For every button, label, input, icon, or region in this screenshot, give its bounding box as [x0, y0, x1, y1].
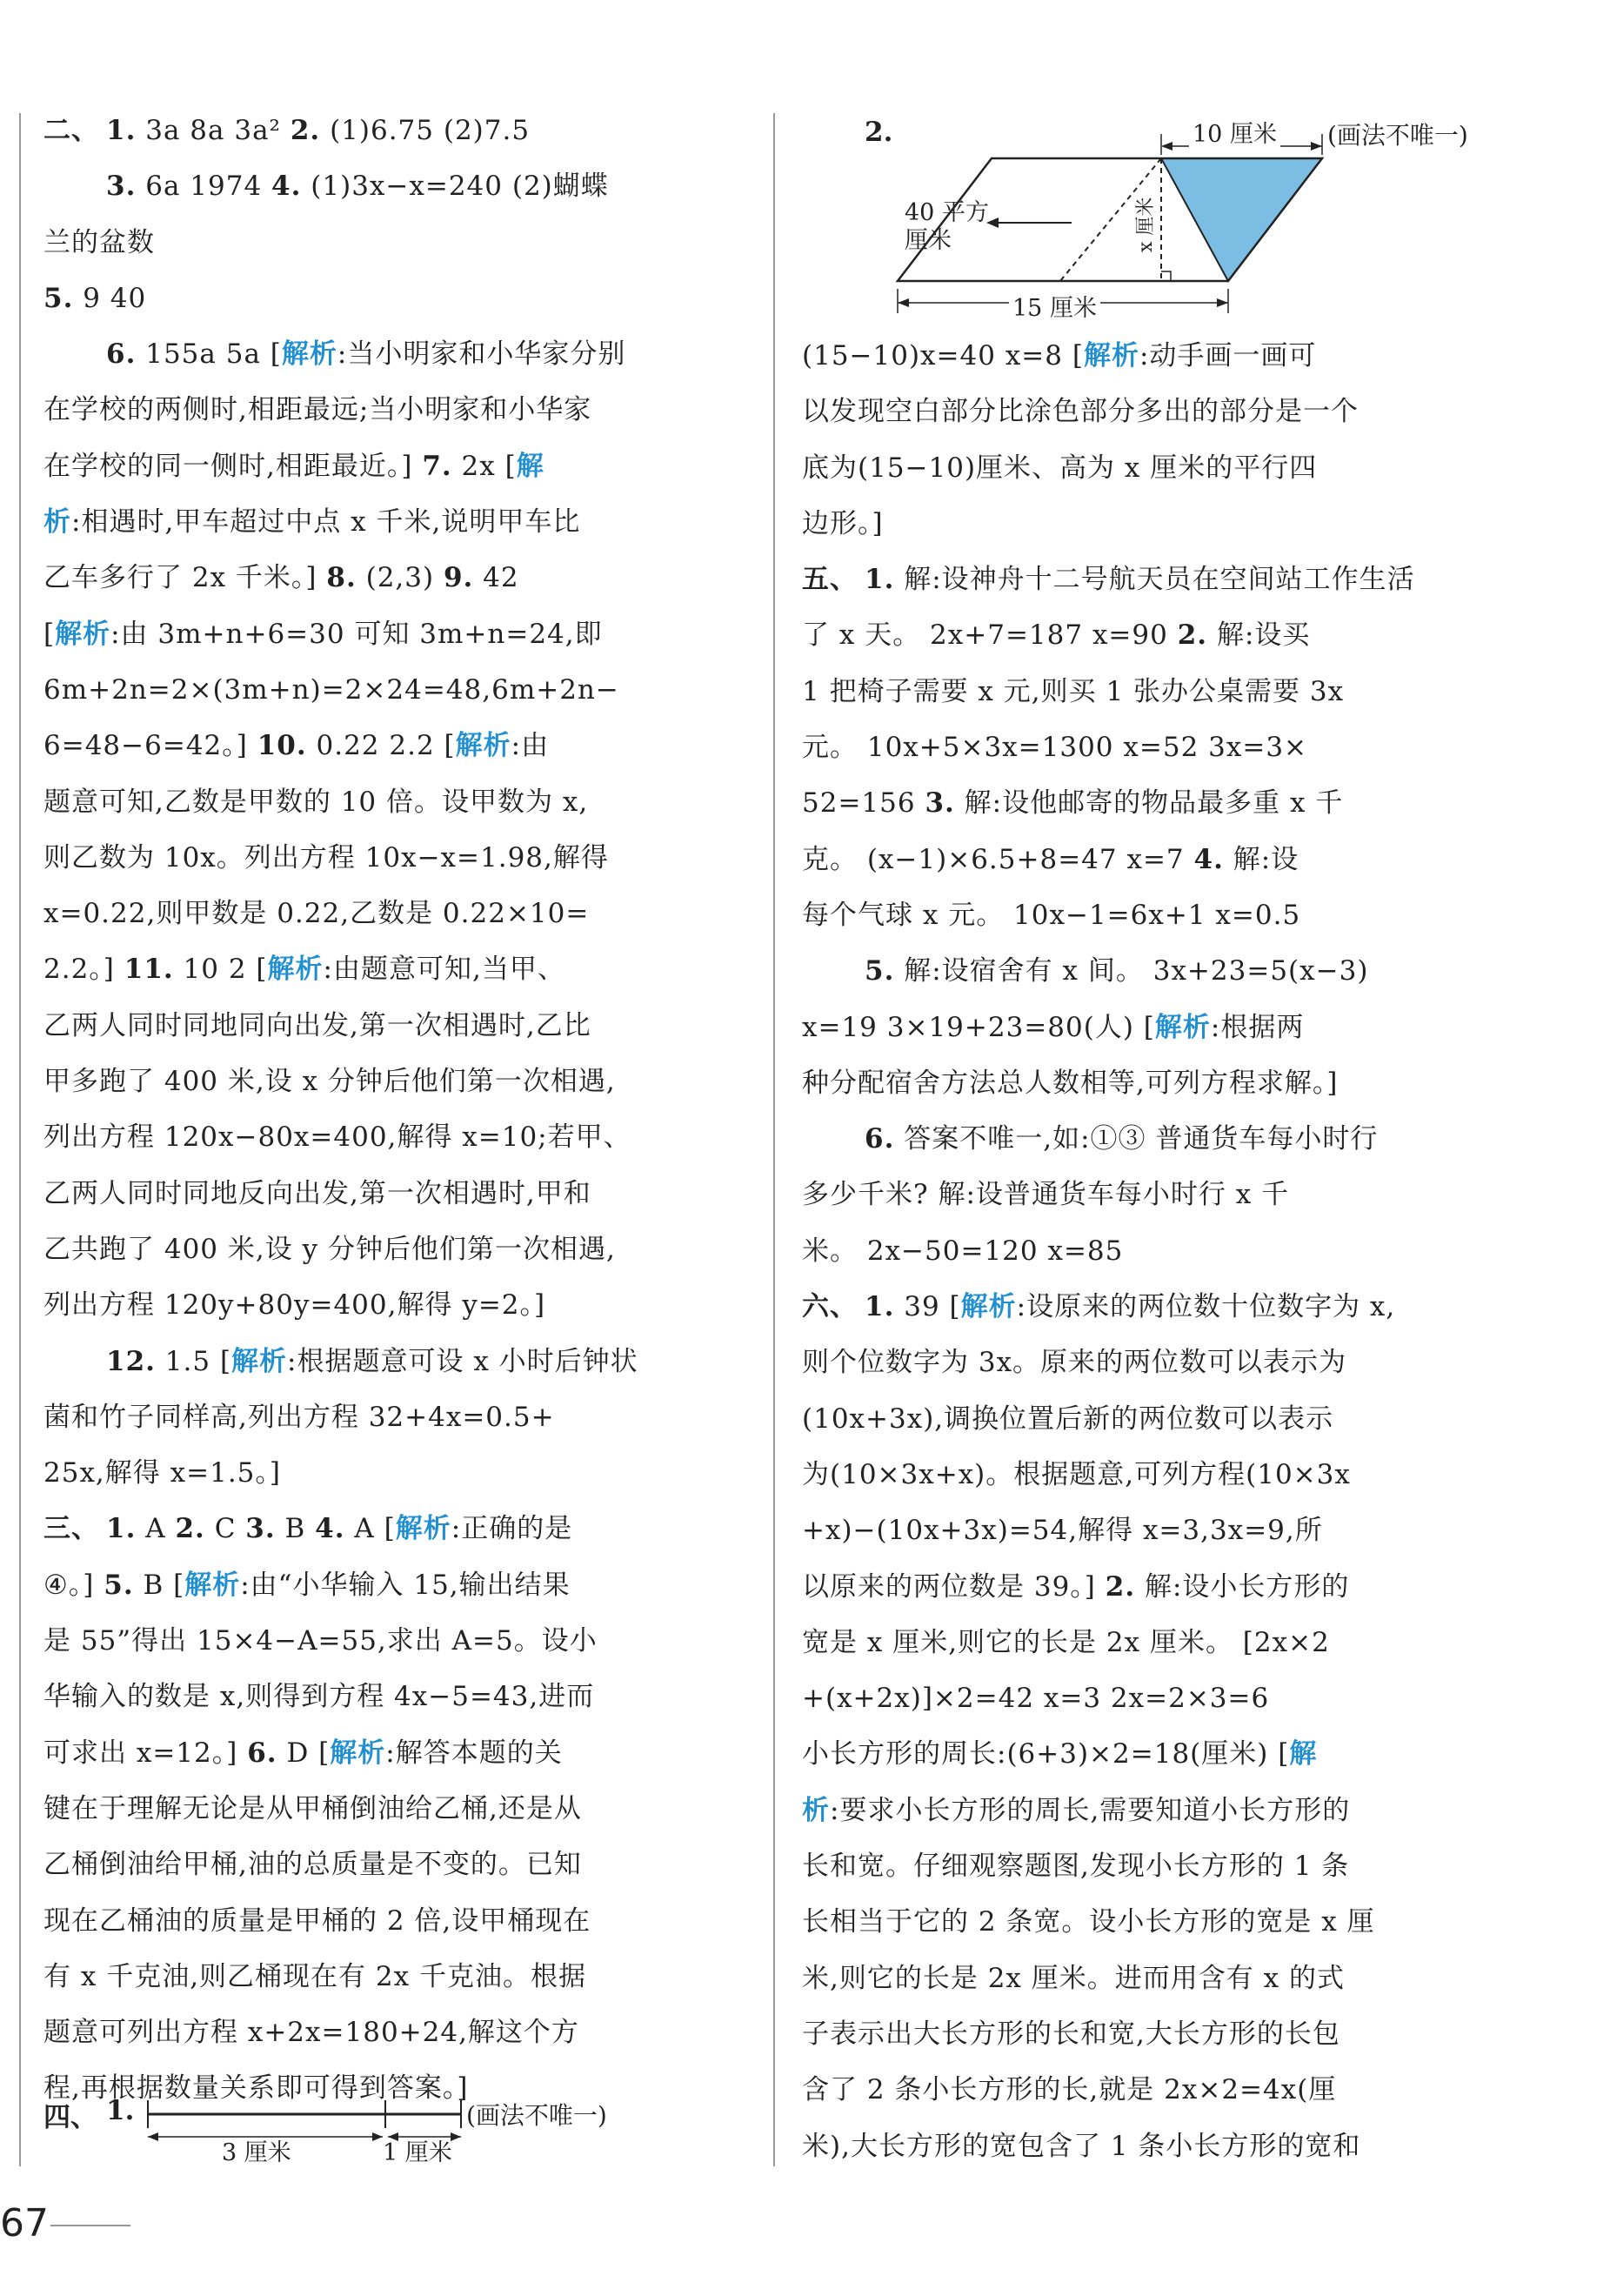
answer-text: 39 [	[894, 1291, 961, 1323]
answer-text: 了 x 天。 2x+7=187 x=90	[802, 619, 1178, 652]
question-number: 2.	[1105, 1570, 1136, 1603]
answer-text: 2.2。]	[43, 954, 124, 986]
answer-line: 是 55”得出 15×4−A=55,求出 A=5。设小	[43, 1625, 598, 1657]
answer-text: B	[275, 1513, 316, 1545]
answer-line: 米。 2x−50=120 x=85	[802, 1235, 1124, 1267]
area-label-line1: 40 平方	[905, 199, 989, 226]
answer-line: 乙桶倒油给甲桶,油的总质量是不变的。已知	[43, 1849, 582, 1881]
answer-text: D [	[277, 1737, 331, 1769]
answer-text: 在学校的同一侧时,相距最近。]	[43, 450, 423, 482]
answer-text: :根据两	[1210, 1011, 1305, 1043]
question-number: 2.	[175, 1513, 205, 1545]
answer-line: 兰的盆数	[43, 226, 155, 258]
answer-line: 含了 2 条小长方形的长,就是 2x×2=4x(厘	[802, 2074, 1337, 2106]
answer-line: 米),大长方形的宽包含了 1 条小长方形的宽和	[802, 2130, 1361, 2162]
answer-text: :动手画一画可	[1139, 340, 1317, 372]
question-number: 10.	[257, 730, 307, 762]
answer-text: :正确的是	[451, 1513, 573, 1545]
answer-line: 甲多跑了 400 米,设 x 分钟后他们第一次相遇,	[43, 1066, 616, 1098]
answer-line	[802, 832, 1498, 887]
answer-line: 边形。]	[802, 507, 884, 539]
answer-line: 宽是 x 厘米,则它的长是 2x 厘米。 [2x×2	[802, 1626, 1330, 1658]
answer-text: (1)6.75 (2)7.5	[320, 115, 531, 146]
answer-text: [	[43, 618, 56, 650]
answer-line	[802, 1783, 1498, 1838]
q4-1-note: (画法不唯一)	[466, 2101, 607, 2130]
answer-line: 种分配宿舍方法总人数相等,可列方程求解。]	[802, 1067, 1339, 1099]
answer-text: 克。 (x−1)×6.5+8=47 x=7	[802, 843, 1194, 875]
answer-text: 小长方形的周长:(6+3)×2=18(厘米) [	[802, 1738, 1290, 1771]
answer-line: 底为(15−10)厘米、高为 x 厘米的平行四	[802, 452, 1318, 484]
question-number: 1.	[106, 115, 137, 146]
analysis-tag: 析	[802, 1794, 830, 1826]
answer-line: 子表示出大长方形的长和宽,大长方形的长包	[802, 2018, 1340, 2050]
answer-line: 则个位数字为 3x。原来的两位数可以表示为	[802, 1347, 1347, 1379]
question-number: 5.	[104, 1569, 134, 1601]
answer-line	[802, 943, 1498, 999]
question-number: 3.	[245, 1513, 276, 1545]
answer-text: 解:设他邮寄的物品最多重 x 千	[954, 787, 1344, 820]
answer-line: 乙两人同时同地反向出发,第一次相遇时,甲和	[43, 1177, 591, 1209]
answer-text: :根据题意可设 x 小时后钟状	[287, 1345, 638, 1377]
answer-line: 列出方程 120x−80x=400,解得 x=10;若甲、	[43, 1121, 631, 1154]
q4-1-number: 1.	[106, 2095, 135, 2126]
answer-text: 6a 1974	[136, 171, 272, 203]
analysis-tag: 解析	[960, 1291, 1017, 1323]
answer-line: 键在于理解无论是从甲桶倒油给乙桶,还是从	[43, 1792, 582, 1824]
bottom-length-label: 15 厘米	[1009, 289, 1100, 323]
section-number: 三、	[43, 1513, 99, 1545]
answer-text: 0.22 2.2 [	[306, 730, 456, 762]
answer-line: 现在乙桶油的质量是甲桶的 2 倍,设甲桶现在	[43, 1904, 591, 1937]
column-divider	[773, 113, 775, 2166]
answer-line	[802, 328, 1498, 384]
q4-1-section: 四、	[43, 2102, 97, 2133]
answer-text: 解:设神舟十二号航天员在空间站工作生活	[894, 564, 1415, 596]
q4-2-block	[802, 104, 1550, 322]
answer-text: A [	[344, 1513, 396, 1545]
answer-line: 乙共跑了 400 米,设 y 分钟后他们第一次相遇,	[43, 1233, 616, 1265]
answer-text: 解:设宿舍有 x 间。 3x+23=5(x−3)	[894, 955, 1369, 987]
answer-text: :要求小长方形的周长,需要知道小长方形的	[830, 1794, 1351, 1826]
answer-text: 解:设买	[1207, 619, 1311, 652]
analysis-tag: 解析	[267, 954, 324, 986]
answer-text: 3a 8a 3a²	[136, 115, 291, 146]
answer-line: 每个气球 x 元。 10x−1=6x+1 x=0.5	[802, 899, 1301, 931]
answer-line	[43, 718, 739, 773]
analysis-tag: 解析	[1154, 1011, 1211, 1043]
answer-line: 为(10×3x+x)。根据题意,可列方程(10×3x	[802, 1458, 1351, 1490]
answer-line: 则乙数为 10x。列出方程 10x−x=1.98,解得	[43, 841, 609, 874]
answer-line: x=0.22,则甲数是 0.22,乙数是 0.22×10=	[43, 898, 590, 930]
section-number: 六、	[802, 1291, 858, 1323]
answer-line	[802, 1726, 1498, 1782]
answer-line: 程,再根据数量关系即可得到答案。]	[43, 2072, 469, 2105]
answer-line	[802, 1111, 1498, 1167]
answer-text: :解答本题的关	[385, 1737, 563, 1769]
answer-line	[43, 1557, 739, 1613]
height-label: x 厘米	[1135, 197, 1157, 252]
answer-text: :当小明家和小华家分别	[337, 338, 626, 371]
answer-text: :由 3m+n+6=30 可知 3m+n=24,即	[110, 618, 603, 650]
answer-text: 解:设小长方形的	[1135, 1570, 1350, 1603]
question-number: 3.	[925, 787, 955, 820]
answer-text: C	[204, 1513, 246, 1545]
answer-line: 25x,解得 x=1.5。]	[43, 1457, 281, 1489]
question-number: 6.	[865, 1123, 895, 1155]
analysis-tag: 解析	[231, 1345, 288, 1377]
question-number: 6.	[247, 1737, 277, 1769]
answer-line	[802, 1559, 1498, 1615]
answer-line	[43, 550, 739, 606]
answer-line	[43, 494, 739, 550]
question-number: 11.	[124, 954, 174, 986]
answer-text: 1.5 [	[155, 1345, 232, 1377]
answer-line	[802, 1000, 1498, 1055]
question-number: 8.	[326, 562, 357, 594]
question-number: 7.	[422, 450, 452, 482]
answer-text: 155a 5a [	[136, 338, 282, 371]
answer-line: 1 把椅子需要 x 元,则买 1 张办公桌需要 3x	[802, 675, 1345, 707]
question-number: 4.	[315, 1513, 345, 1545]
answer-text: 42	[473, 562, 519, 594]
right-column	[802, 328, 1498, 2174]
answer-line: 华输入的数是 x,则得到方程 4x−5=43,进而	[43, 1681, 595, 1713]
answer-line	[43, 1501, 739, 1556]
top-length-label: 10 厘米	[1189, 115, 1280, 149]
answer-line: 列出方程 120y+80y=400,解得 y=2。]	[43, 1289, 546, 1322]
analysis-tag: 解析	[184, 1569, 241, 1601]
answer-line: 题意可知,乙数是甲数的 10 倍。设甲数为 x,	[43, 786, 589, 818]
answer-text: A	[136, 1513, 176, 1545]
segment-label-3cm: 3 厘米	[222, 2139, 291, 2166]
answer-text: :由题意可知,当甲、	[323, 954, 565, 986]
analysis-tag: 解析	[281, 338, 337, 371]
answer-line	[43, 438, 739, 494]
segment-label-1cm: 1 厘米	[383, 2139, 452, 2166]
answer-line: 元。 10x+5×3x=1300 x=52 3x=3×	[802, 732, 1308, 764]
question-number: 4.	[271, 171, 302, 203]
answer-text: 解:设	[1223, 843, 1299, 875]
analysis-tag: 解	[516, 450, 544, 482]
question-number: 1.	[865, 564, 895, 596]
answer-line: (10x+3x),调换位置后新的两位数可以表示	[802, 1402, 1334, 1435]
answer-text: 答案不唯一,如:①③ 普通货车每小时行	[894, 1123, 1379, 1155]
q4-1-block	[43, 2088, 757, 2166]
question-number: 2.	[1177, 619, 1208, 652]
answer-text: 可求出 x=12。]	[43, 1737, 248, 1769]
analysis-tag: 解析	[395, 1513, 451, 1545]
answer-line	[43, 606, 739, 662]
left-margin-rule	[19, 113, 21, 2166]
answer-line	[802, 1670, 1498, 1726]
answer-text: (2,3)	[356, 562, 444, 594]
answer-line	[43, 103, 739, 158]
answer-text: :设原来的两位数十位数字为 x,	[1016, 1291, 1396, 1323]
answer-line: 有 x 千克油,则乙桶现在有 2x 千克油。根据	[43, 1960, 586, 1992]
answer-text: 9 40	[73, 282, 147, 314]
answer-text: x=19 3×19+23=80(人) [	[802, 1011, 1155, 1043]
answer-text: ④。]	[43, 1569, 104, 1601]
analysis-tag: 解析	[55, 618, 111, 650]
answer-line: 题意可列出方程 x+2x=180+24,解这个方	[43, 2017, 579, 2049]
question-number: 5.	[43, 282, 74, 314]
question-number: 12.	[106, 1345, 156, 1377]
analysis-tag: 析	[43, 506, 71, 539]
answer-text: 6=48−6=42。]	[43, 730, 257, 762]
answer-line	[802, 775, 1498, 831]
answer-text: 10 2 [	[173, 954, 268, 986]
answer-line	[43, 1334, 739, 1389]
question-number: 6.	[106, 338, 137, 371]
answer-line	[43, 941, 739, 997]
page-number-rule	[50, 2225, 130, 2226]
answer-line: 以发现空白部分比涂色部分多出的部分是一个	[802, 396, 1359, 428]
answer-text: :由	[511, 730, 550, 762]
analysis-tag: 解析	[1083, 340, 1139, 372]
question-number: 5.	[865, 955, 895, 987]
answer-line	[802, 552, 1498, 607]
question-number: 1.	[106, 1513, 137, 1545]
question-number: 2.	[290, 115, 321, 146]
question-number: 9.	[443, 562, 474, 594]
answer-text: 乙车多行了 2x 千米。]	[43, 562, 327, 594]
question-number: 1.	[865, 1291, 895, 1323]
answer-line: 长相当于它的 2 条宽。设小长方形的宽是 x 厘	[802, 1906, 1375, 1938]
answer-line	[802, 607, 1498, 663]
answer-text: +(x+2x)]×2=42 x=3 2x=2×3=6	[802, 1683, 1270, 1715]
answer-line: 菌和竹子同样高,列出方程 32+4x=0.5+	[43, 1401, 555, 1433]
answer-text: (15−10)x=40 x=8 [	[802, 340, 1084, 372]
answer-line	[43, 1725, 739, 1781]
analysis-tag: 解析	[455, 730, 511, 762]
q4-2-number: 2.	[865, 117, 893, 148]
answer-text: B [	[133, 1569, 185, 1601]
answer-line	[43, 158, 739, 214]
answer-text: :由“小华输入 15,输出结果	[240, 1569, 571, 1601]
answer-line: +x)−(10x+3x)=54,解得 x=3,3x=9,所	[802, 1515, 1323, 1547]
answer-line: 长和宽。仔细观察题图,发现小长方形的 1 条	[802, 1851, 1350, 1883]
answer-text: 2x [	[451, 450, 517, 482]
q4-2-note: (画法不唯一)	[1327, 121, 1468, 150]
left-column	[43, 103, 739, 2117]
area-label-line2: 厘米	[905, 227, 952, 254]
answer-text: 以原来的两位数是 39。]	[802, 1570, 1106, 1603]
section-number: 二、	[43, 115, 99, 146]
answer-line: 在学校的两侧时,相距最远;当小明家和小华家	[43, 394, 592, 426]
question-number: 4.	[1193, 843, 1224, 875]
answer-line	[43, 271, 739, 326]
analysis-tag: 解析	[330, 1737, 386, 1769]
answer-line	[802, 1279, 1498, 1335]
answer-line: 米,则它的长是 2x 厘米。进而用含有 x 的式	[802, 1962, 1345, 1994]
answer-line	[43, 326, 739, 382]
page-number: 67	[0, 2201, 49, 2246]
answer-text: :相遇时,甲车超过中点 x 千米,说明甲车比	[71, 506, 581, 539]
answer-line: 乙两人同时同地同向出发,第一次相遇时,乙比	[43, 1009, 591, 1041]
question-number: 3.	[106, 171, 137, 203]
answer-text: 52=156	[802, 787, 925, 820]
analysis-tag: 解	[1289, 1738, 1318, 1771]
section-number: 五、	[802, 564, 858, 596]
answer-text: (1)3x−x=240 (2)蝴蝶	[301, 171, 609, 203]
answer-line: 6m+2n=2×(3m+n)=2×24=48,6m+2n−	[43, 673, 619, 706]
answer-line: 多少千米? 解:设普通货车每小时行 x 千	[802, 1179, 1290, 1211]
